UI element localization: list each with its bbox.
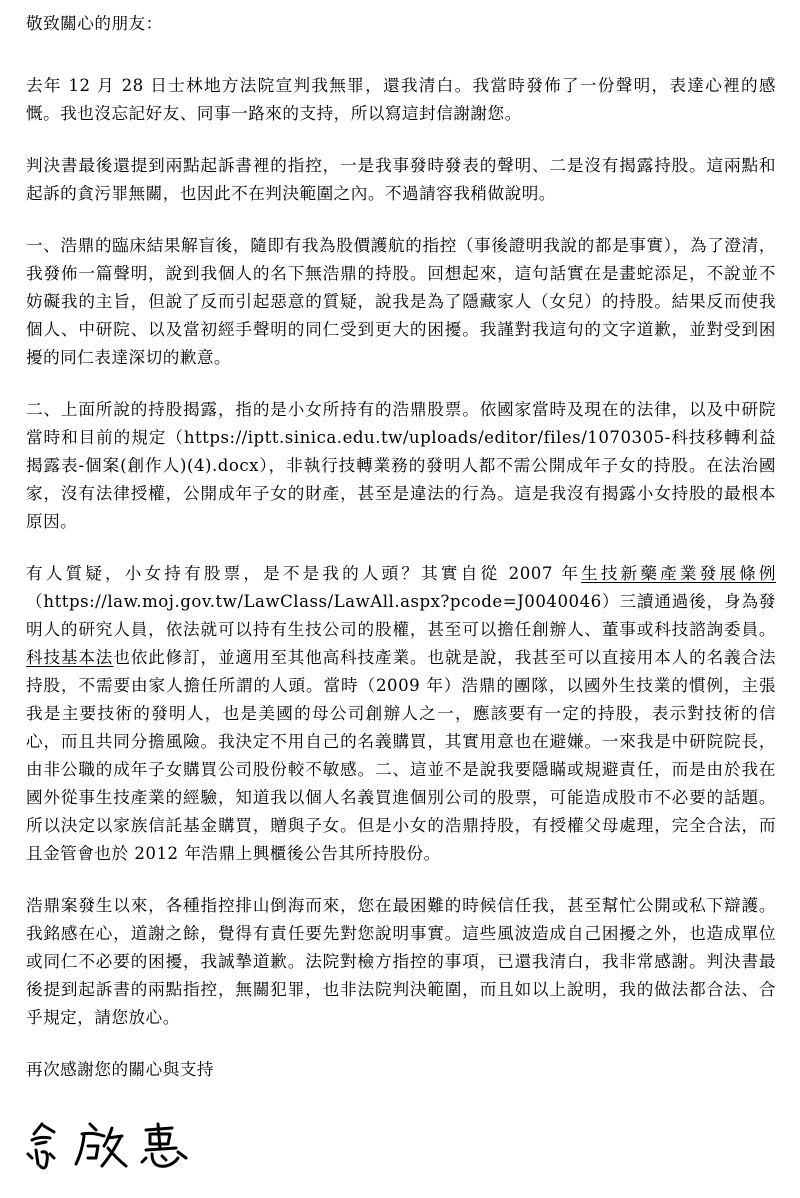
signature-icon (20, 1118, 210, 1174)
industry-act-link[interactable]: 生技新藥產業發展條例 (581, 564, 776, 583)
paragraph-4: 二、上面所說的持股揭露，指的是小女所持有的浩鼎股票。依國家當時及現在的法律，以及中研院當時和目前的規定（https://iptt.sinica.edu.tw/uploads/editor/files/1070305-科技移轉利益揭露表-個案(創作人)(4).docx），非執行技轉業務的發明人都不需公開成年子女的持股。在法治國家，沒有法律授權，公開成年子女的財產，甚至是違法的行為。這是我沒有揭露小女持股的最根本原因。 (26, 400, 776, 531)
paragraph-6: 浩鼎案發生以來，各種指控排山倒海而來，您在最困難的時候信任我，甚至幫忙公開或私下辯護。我銘感在心，道謝之餘，覺得有責任要先對您說明事實。這些風波造成自己困擾之外，也造成單位或同仁不必要的困擾，我誠摯道歉。法院對檢方指控的事項，已還我清白，我非常感謝。判決書最後提到起訴書的兩點指控，無關犯罪，也非法院判決範圍，而且如以上說明，我的做法都合法、合乎規定，請您放心。 (26, 896, 776, 1027)
science-basic-act-link[interactable]: 科技基本法 (26, 648, 114, 667)
paragraph-3: 一、浩鼎的臨床結果解盲後，隨即有我為股價護航的指控（事後證明我說的都是事實），為了澄清，我發佈一篇聲明，說到我個人的名下無浩鼎的持股。回想起來，這句話實在是畫蛇添足，不說並不妨礙我的主旨，但說了反而引起惡意的質疑，說我是為了隱藏家人（女兒）的持股。結果反而使我個人、中研院、以及當初經手聲明的同仁受到更大的困擾。我謹對我這句的文字道歉，並對受到困擾的同仁表達深切的歉意。 (26, 236, 776, 367)
handwritten-signature (20, 1118, 210, 1179)
greeting: 敬致關心的朋友： (26, 14, 163, 33)
paragraph-5 (26, 560, 776, 868)
paragraph-2: 判決書最後還提到兩點起訴書裡的指控，一是我事發時發表的聲明、二是沒有揭露持股。這兩點和起訴的貪污罪無關，也因此不在判決範圍之內。不過請容我稍做說明。 (26, 156, 776, 203)
paragraph-5-part-b: （https://law.moj.gov.tw/LawClass/LawAll.aspx?pcode=J0040046）三讀通過後，身為發明人的研究人員，依法就可以持有生技公司的股權，甚至可以擔任創辦人、董事或科技諮詢委員。 (26, 592, 776, 639)
paragraph-1: 去年 12 月 28 日士林地方法院宣判我無罪，還我清白。我當時發佈了一份聲明，表達心裡的感慨。我也沒忘記好友、同事一路來的支持，所以寫這封信謝謝您。 (26, 76, 776, 123)
paragraph-5-part-a: 有人質疑，小女持有股票，是不是我的人頭？其實自從 2007 年 (26, 564, 582, 583)
closing: 再次感謝您的關心與支持 (26, 1060, 215, 1079)
paragraph-5-part-c: 也依此修訂，並適用至其他高科技產業。也就是說，我甚至可以直接用本人的名義合法持股，不需要由家人擔任所謂的人頭。當時（2009 年）浩鼎的團隊，以國外生技業的慣例，主張我是主要技術的發明人，也是美國的母公司創辦人之一，應該要有一定的持股，表示對技術的信心，而且共同分擔風險。我決定不用自己的名義購買，其實用意也在避嫌。一來我是中研院院長，由非公職的成年子女購買公司股份較不敏感。二、這並不是說我要隱瞞或規避責任，而是由於我在國外從事生技產業的經驗，知道我以個人名義買進個別公司的股票，可能造成股市不必要的話題。所以決定以家族信託基金購買，贈與子女。但是小女的浩鼎持股，有授權父母處理，完全合法，而且金管會也於 2012 年浩鼎上興櫃後公告其所持股份。 (26, 648, 777, 863)
